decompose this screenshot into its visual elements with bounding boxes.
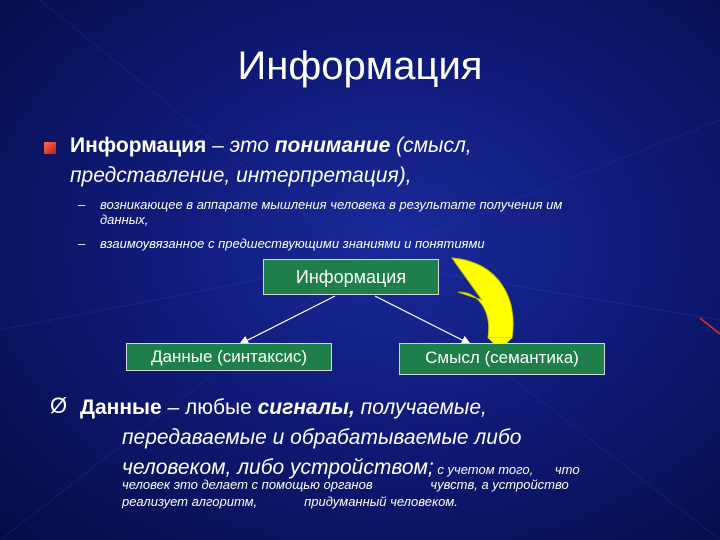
box-data-syntax: Данные (синтаксис) [126, 343, 332, 371]
sub-item-2-dash: – [78, 236, 86, 251]
term-data: Данные [80, 396, 162, 419]
bullet2-tail [122, 476, 682, 510]
sub-item-2-line1: взаимоувязанное с предшествующими знаниями и понятиями [100, 236, 485, 251]
bullet2-line5: реализует алгоритм, придуманный человеком. [122, 494, 458, 509]
bullet2-line3-main: человеком, либо устройством; [122, 456, 434, 479]
sub-item-1-line2: данных, [100, 212, 149, 227]
term-information: Информация [70, 134, 207, 157]
sub-item-1-line1: возникающее в аппарате мышления человека в результате получения им [100, 197, 563, 212]
bold-word-understanding: понимание [274, 134, 391, 157]
bullet1-line2: представление, интерпретация), [70, 164, 412, 187]
slide-title: Информация [237, 44, 483, 88]
bullet1-text1: это [229, 134, 275, 157]
bullet1-dash: – [206, 134, 230, 157]
bold-word-signals: сигналы, [257, 396, 355, 419]
sub-item-1-dash: – [78, 197, 86, 212]
box-meaning-semantics: Смысл (семантика) [399, 343, 605, 375]
bullet2-text2: получаемые, [354, 396, 487, 419]
curved-arrow-icon [452, 258, 513, 338]
bullet2-text1: – любые [161, 396, 258, 419]
bullet2-line4: человек это делает с помощью органов чувств, а устройство [122, 477, 569, 492]
arrow-bullet-icon: Ø [50, 393, 68, 418]
bullet-data-definition [80, 393, 690, 485]
arrow-to-syntax [240, 296, 335, 344]
box-information: Информация [263, 259, 439, 295]
bullet1-text2: (смысл, [390, 134, 472, 157]
bullet2-line3-small: с учетом того, что [433, 462, 580, 477]
arrow-to-semantics [375, 296, 470, 344]
bullet2-line2: передаваемые и обрабатываемые либо [122, 426, 522, 449]
